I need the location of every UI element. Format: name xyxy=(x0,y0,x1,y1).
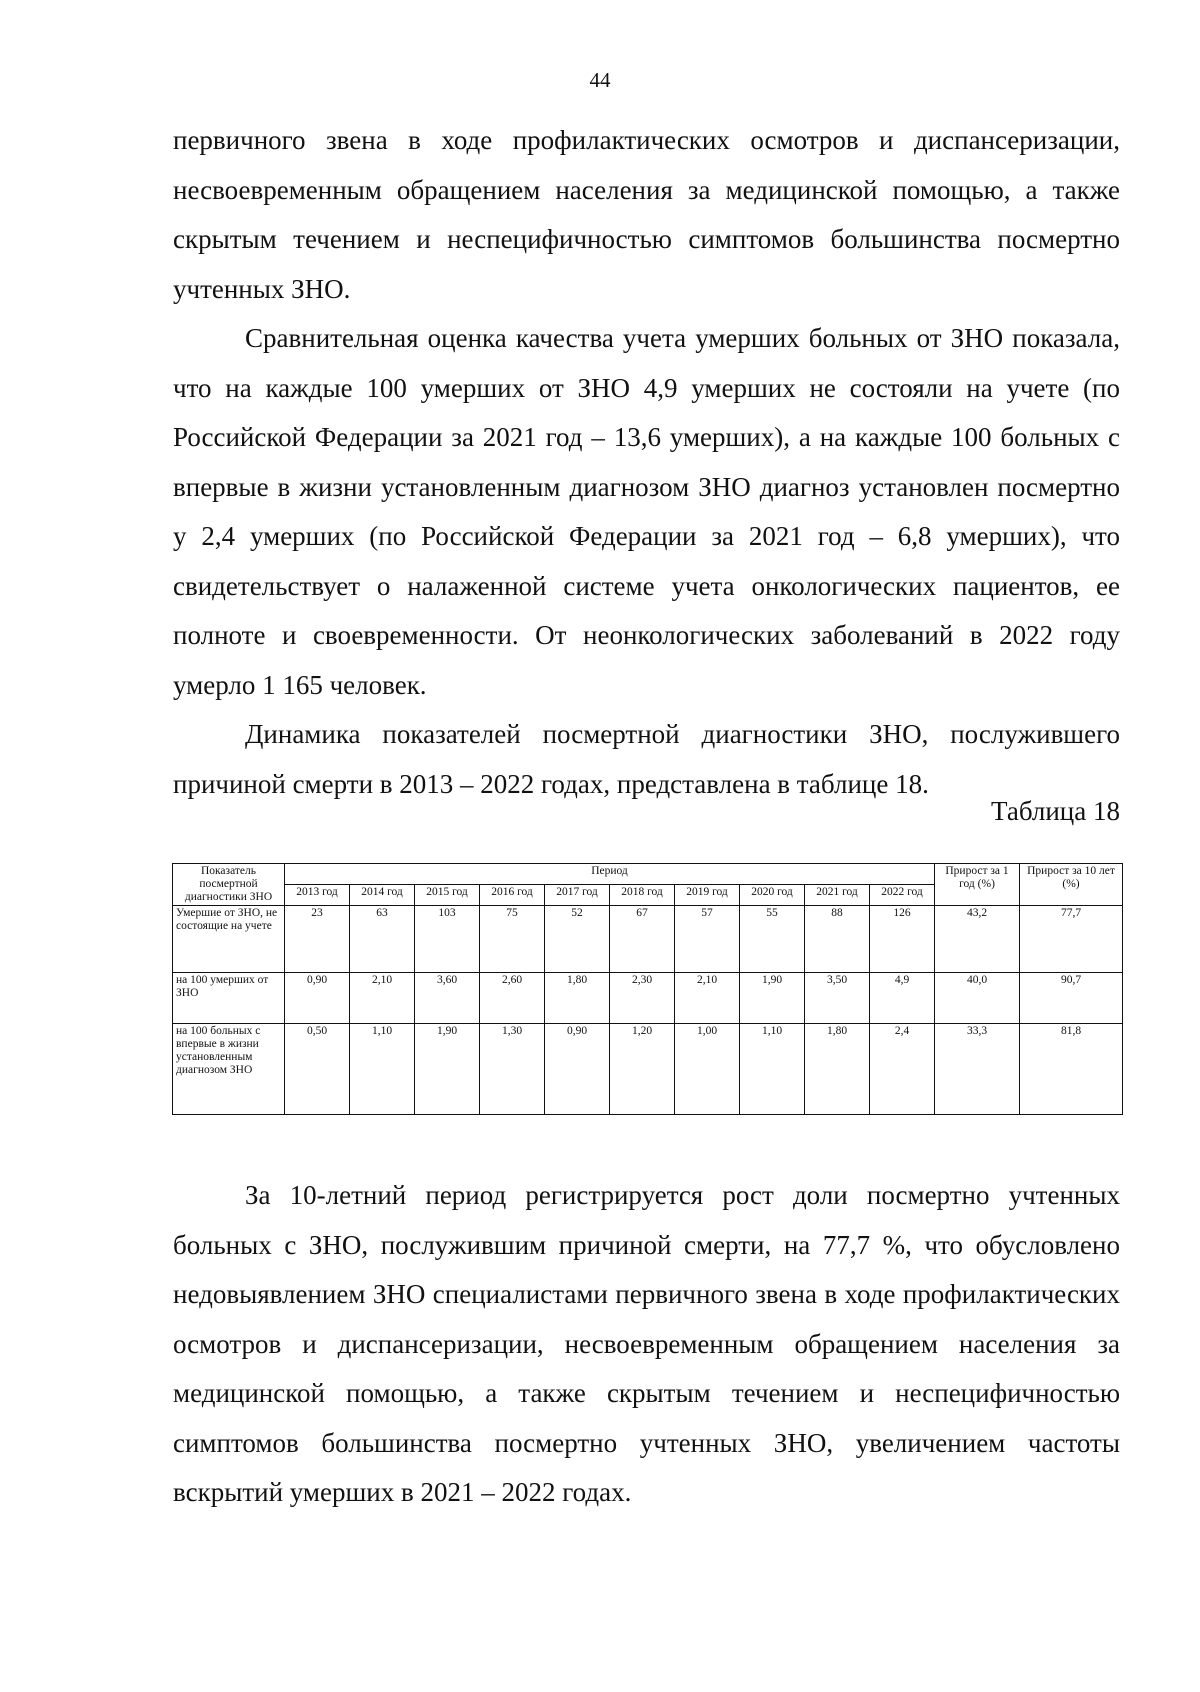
growth-10y-cell: 77,7 xyxy=(1020,906,1123,973)
table-header-row xyxy=(173,864,1123,885)
header-growth-10y: Прирост за 10 лет (%) xyxy=(1020,864,1123,906)
body-text-top xyxy=(173,116,1120,809)
table-cell: 1,30 xyxy=(480,1024,545,1115)
table-cell: 4,9 xyxy=(870,973,935,1024)
row-label: на 100 умерших от ЗНО xyxy=(173,973,285,1024)
table-cell: 0,50 xyxy=(285,1024,350,1115)
body-text-bottom xyxy=(173,1171,1120,1518)
table-cell: 55 xyxy=(740,906,805,973)
table-cell: 1,90 xyxy=(415,1024,480,1115)
row-label: на 100 больных с впервые в жизни установленным диагнозом ЗНО xyxy=(173,1024,285,1115)
growth-10y-cell: 90,7 xyxy=(1020,973,1123,1024)
year-header: 2019 год xyxy=(675,885,740,906)
year-header: 2022 год xyxy=(870,885,935,906)
table-cell: 1,80 xyxy=(545,973,610,1024)
table-cell: 63 xyxy=(350,906,415,973)
table-cell: 3,50 xyxy=(805,973,870,1024)
paragraph: Сравнительная оценка качества учета умерших больных от ЗНО показала, что на каждые 100 умерших от ЗНО 4,9 умерших не состояли на учете (по Российской Федерации за 2021 год – 13,6 умерших), а на каждые 100 больных с впервые в жизни установленным диагнозом ЗНО диагноз установлен посмертно у 2,4 умерших (по Российской Федерации за 2021 год – 6,8 умерших), что свидетельствует о налаженной системе учета онкологических пациентов, ее полноте и своевременности. От неонкологических заболеваний в 2022 году умерло 1 165 человек. xyxy=(173,323,1120,700)
paragraph: первичного звена в ходе профилактических осмотров и диспансеризации, несвоевременным обращением населения за медицинской помощью, а также скрытым течением и неспецифичностью симптомов большинства посмертно учтенных ЗНО. xyxy=(173,125,1120,304)
year-header: 2017 год xyxy=(545,885,610,906)
growth-1y-cell: 33,3 xyxy=(935,1024,1020,1115)
table-cell: 2,30 xyxy=(610,973,675,1024)
year-header: 2016 год xyxy=(480,885,545,906)
table-cell: 67 xyxy=(610,906,675,973)
header-indicator: Показатель посмертной диагностики ЗНО xyxy=(173,864,285,906)
year-header: 2020 год xyxy=(740,885,805,906)
growth-10y-cell: 81,8 xyxy=(1020,1024,1123,1115)
table-cell: 23 xyxy=(285,906,350,973)
growth-1y-cell: 43,2 xyxy=(935,906,1020,973)
table-cell: 103 xyxy=(415,906,480,973)
table-cell: 1,00 xyxy=(675,1024,740,1115)
table-cell: 0,90 xyxy=(545,1024,610,1115)
year-header: 2018 год xyxy=(610,885,675,906)
year-header: 2015 год xyxy=(415,885,480,906)
table-cell: 1,90 xyxy=(740,973,805,1024)
row-label: Умершие от ЗНО, не состоящие на учете xyxy=(173,906,285,973)
table-cell: 3,60 xyxy=(415,973,480,1024)
table-cell: 1,20 xyxy=(610,1024,675,1115)
table-cell: 1,10 xyxy=(740,1024,805,1115)
year-header: 2014 год xyxy=(350,885,415,906)
header-growth-1y: Прирост за 1 год (%) xyxy=(935,864,1020,906)
table-row xyxy=(173,973,1123,1024)
table-cell: 57 xyxy=(675,906,740,973)
paragraph: За 10-летний период регистрируется рост доли посмертно учтенных больных с ЗНО, послужившим причиной смерти, на 77,7 %, что обусловлено недовыявлением ЗНО специалистами первичного звена в ходе профилактических осмотров и диспансеризации, несвоевременным обращением населения за медицинской помощью, а также скрытым течением и неспецифичностью симптомов большинства посмертно учтенных ЗНО, увеличением частоты вскрытий умерших в 2021 – 2022 годах. xyxy=(173,1180,1120,1507)
table-cell: 1,80 xyxy=(805,1024,870,1115)
table-18 xyxy=(172,863,1123,1115)
growth-1y-cell: 40,0 xyxy=(935,973,1020,1024)
table-cell: 0,90 xyxy=(285,973,350,1024)
table-cell: 88 xyxy=(805,906,870,973)
table-cell: 52 xyxy=(545,906,610,973)
table-caption: Таблица 18 xyxy=(991,796,1120,826)
table-cell: 126 xyxy=(870,906,935,973)
table-cell: 1,10 xyxy=(350,1024,415,1115)
table-row xyxy=(173,1024,1123,1115)
paragraph: Динамика показателей посмертной диагностики ЗНО, послужившего причиной смерти в 2013 – 2022 годах, представлена в таблице 18. xyxy=(173,719,1120,799)
table-cell: 75 xyxy=(480,906,545,973)
year-header: 2021 год xyxy=(805,885,870,906)
table-cell: 2,60 xyxy=(480,973,545,1024)
year-header: 2013 год xyxy=(285,885,350,906)
table-cell: 2,10 xyxy=(350,973,415,1024)
table-cell: 2,4 xyxy=(870,1024,935,1115)
table-row xyxy=(173,906,1123,973)
header-period: Период xyxy=(285,864,935,885)
page-number: 44 xyxy=(589,68,611,92)
table-cell: 2,10 xyxy=(675,973,740,1024)
